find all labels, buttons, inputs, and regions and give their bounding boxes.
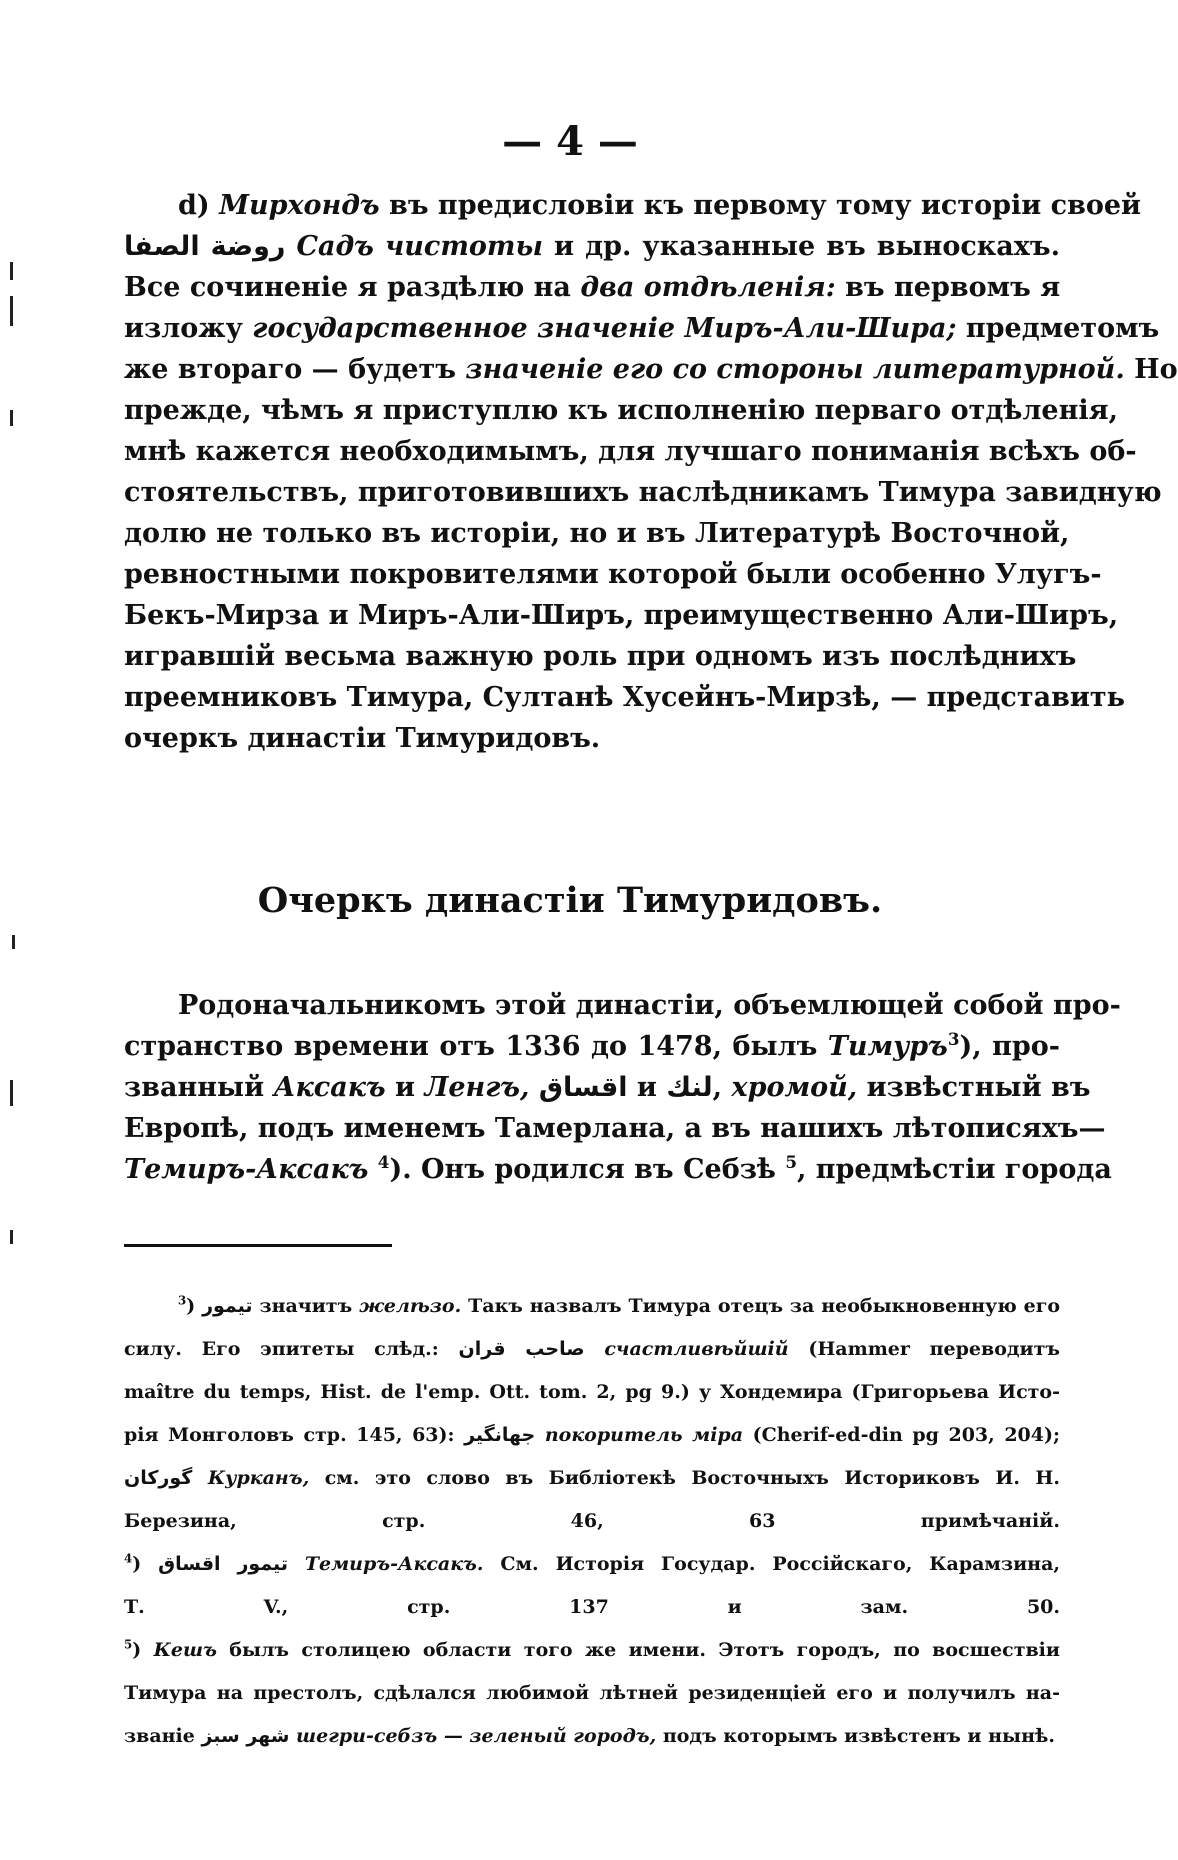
footnotes-line: [124, 1677, 1060, 1709]
paragraph2-line: [124, 1150, 1112, 1190]
text-run: и др. указанные въ выноскахъ.: [542, 231, 1060, 262]
text-run: Европѣ, подъ именемъ Тамерлана, а въ нашихъ лѣтописяхъ—: [124, 1113, 1106, 1144]
footnotes-line: [124, 1419, 1060, 1451]
text-run: силу. Его эпитеты слѣд.:: [124, 1338, 459, 1360]
text-run: и: [385, 1072, 425, 1103]
text-run: званіе: [124, 1725, 202, 1747]
text-run: ), про-: [959, 1031, 1060, 1062]
text-run: Но: [1124, 354, 1178, 385]
text-run: покоритель міра: [544, 1424, 744, 1446]
text-run: Ленгъ,: [424, 1072, 530, 1103]
paragraph2-line: [178, 986, 1121, 1026]
text-run: счастливѣйшій: [604, 1338, 789, 1360]
footnotes-line: [124, 1634, 1060, 1666]
footnotes-line: [178, 1290, 1060, 1322]
text-run: игравшій весьма важную роль при одномъ изъ послѣднихъ: [124, 641, 1077, 672]
footnotes-line: [124, 1505, 1060, 1537]
footnotes-line: [124, 1548, 1060, 1580]
paragraph1-line: [124, 391, 1118, 431]
paragraph1-line: [124, 268, 1060, 308]
paragraph1-line: [178, 186, 1142, 226]
paragraph1-line: [124, 473, 1162, 513]
text-run: Садъ чистоты: [296, 231, 543, 262]
text-run: предметомъ: [956, 313, 1160, 344]
text-run: Тимура на престолъ, сдѣлался любимой лѣтней резиденціей его и получилъ на-: [124, 1682, 1060, 1704]
text-run: хромой,: [731, 1072, 858, 1103]
text-run: странство времени отъ 1336 до 1478, былъ: [124, 1031, 828, 1062]
margin-mark: [10, 410, 13, 426]
arabic-script: تيمور: [202, 1295, 253, 1317]
text-run: ): [186, 1295, 203, 1317]
paragraph1-line: [124, 596, 1119, 636]
paragraph1-line: [124, 514, 1070, 554]
text-run: Все сочиненіе я раздѣлю на: [124, 272, 581, 303]
text-run: ревностными покровителями которой были особенно Улугъ-: [124, 559, 1102, 590]
footnotes-line: [124, 1591, 1060, 1623]
arabic-script: گوركان: [124, 1467, 193, 1489]
margin-mark: [10, 296, 13, 326]
margin-mark: [10, 262, 13, 280]
text-run: Курканъ,: [207, 1467, 310, 1489]
text-run: въ первомъ я: [835, 272, 1061, 303]
text-run: значитъ: [252, 1295, 360, 1317]
paragraph1-line: [124, 555, 1102, 595]
text-run: см. это слово въ Библіотекѣ Восточныхъ Историковъ И. Н.: [309, 1467, 1060, 1489]
text-run: прежде, чѣмъ я приступлю къ исполненію перваго отдѣленія,: [124, 395, 1118, 426]
text-run: [368, 1154, 377, 1185]
paragraph1-line: [124, 678, 1125, 718]
text-run: государственное значеніе Миръ-Али-Шира;: [252, 313, 957, 344]
margin-mark: [10, 1080, 13, 1106]
text-run: Мирхондъ: [219, 190, 380, 221]
arabic-script: لنك: [666, 1072, 713, 1103]
text-run: подъ которымъ извѣстенъ и нынѣ.: [656, 1725, 1055, 1747]
paragraph1-line: [124, 719, 1060, 759]
arabic-script: شهر سبز: [201, 1725, 290, 1747]
footnote-ref: 3: [947, 1029, 960, 1049]
section-heading: Очеркъ династіи Тимуридовъ.: [257, 880, 883, 921]
paragraph1-line: [124, 227, 1060, 267]
paragraph1-line: [124, 309, 1160, 349]
text-run: долю не только въ исторіи, но и въ Литературѣ Восточной,: [124, 518, 1070, 549]
arabic-script: تيمور اقساق: [158, 1553, 288, 1575]
text-run: Тимуръ: [827, 1031, 948, 1062]
paragraph1-line: [124, 432, 1137, 472]
text-run: , предмѣстіи города: [796, 1154, 1112, 1185]
text-run: Темиръ-Аксакъ.: [304, 1553, 484, 1575]
margin-mark: [10, 1230, 13, 1244]
arabic-script: اقساق: [538, 1072, 628, 1103]
text-run: ,: [712, 1072, 732, 1103]
text-run: шегри-себзъ — зеленый городъ,: [296, 1725, 657, 1747]
text-run: Аксакъ: [273, 1072, 386, 1103]
text-run: (Hammer переводитъ: [788, 1338, 1060, 1360]
text-run: и: [627, 1072, 667, 1103]
text-run: [285, 231, 296, 262]
paragraph2-line: [124, 1027, 1060, 1067]
footnote-ref: 4: [377, 1152, 390, 1172]
text-run: Березина, стр. 46, 63 примѣчаній.: [124, 1510, 1060, 1532]
text-run: же втораго — будетъ: [124, 354, 466, 385]
paragraph2-line: [124, 1109, 1106, 1149]
text-run: два отдѣленія:: [580, 272, 836, 303]
footnote-ref: 5: [124, 1637, 133, 1652]
text-run: ). Онъ родился въ Себзѣ: [389, 1154, 786, 1185]
margin-mark: [12, 935, 15, 949]
arabic-script: جهانگير: [464, 1424, 536, 1446]
text-run: См. Исторія Государ. Россійскаго, Карамзина,: [483, 1553, 1060, 1575]
text-run: очеркъ династіи Тимуридовъ.: [124, 723, 601, 754]
paragraph1-line: [124, 350, 1178, 390]
text-run: мнѣ кажется необходимымъ, для лучшаго пониманія всѣхъ об-: [124, 436, 1137, 467]
text-run: Родоначальникомъ этой династіи, объемлющей собой про-: [178, 990, 1121, 1021]
paragraph2-line: [124, 1068, 1091, 1108]
footnotes-line: [124, 1376, 1060, 1408]
text-run: (Cherif-ed-din pg 203, 204);: [743, 1424, 1061, 1446]
text-run: рія Монголовъ стр. 145, 63):: [124, 1424, 465, 1446]
footnote-ref: 5: [785, 1152, 797, 1172]
text-run: [192, 1467, 208, 1489]
footnotes-line: [124, 1720, 1060, 1752]
footnotes-line: [124, 1462, 1060, 1494]
text-run: [200, 231, 211, 262]
text-run: извѣстный въ: [857, 1072, 1091, 1103]
text-run: въ предисловіи къ первому тому исторіи своей: [379, 190, 1142, 221]
text-run: званный: [124, 1072, 274, 1103]
text-run: ): [132, 1553, 159, 1575]
footnote-ref: 4: [124, 1551, 133, 1566]
arabic-script: الصفا: [124, 231, 200, 262]
text-run: d): [178, 190, 220, 221]
text-run: Темиръ-Аксакъ: [124, 1154, 369, 1185]
arabic-script: صاحب قران: [458, 1338, 585, 1360]
text-run: Т. V., стр. 137 и зам. 50.: [124, 1596, 1060, 1618]
arabic-script: روضة: [210, 231, 286, 262]
footnote-separator: [124, 1244, 392, 1247]
text-run: [585, 1338, 605, 1360]
footnote-ref: 3: [178, 1293, 187, 1308]
text-run: Такъ назвалъ Тимура отецъ за необыкновенную его: [461, 1295, 1061, 1317]
text-run: Бекъ-Мирза и Миръ-Али-Ширъ, преимущественно Али-Ширъ,: [124, 600, 1119, 631]
text-run: стоятельствъ, приготовившихъ наслѣдникамъ Тимура завидную: [124, 477, 1162, 508]
text-run: maître du temps, Hist. de l'emp. Ott. tom. 2, pg 9.) у Хондемира (Григорьева Исто-: [124, 1381, 1060, 1403]
text-run: Кешъ: [153, 1639, 217, 1661]
paragraph1-line: [124, 637, 1077, 677]
footnotes-line: [124, 1333, 1060, 1365]
page-number: — 4 —: [502, 118, 638, 165]
text-run: [288, 1553, 305, 1575]
text-run: значеніе его со стороны литературной.: [465, 354, 1125, 385]
text-run: [535, 1424, 545, 1446]
text-run: преемниковъ Тимура, Султанѣ Хусейнъ-Мирзѣ, — представить: [124, 682, 1125, 713]
text-run: [529, 1072, 538, 1103]
text-run: изложу: [124, 313, 253, 344]
text-run: былъ столицею области того же имени. Этотъ городъ, по восшествіи: [216, 1639, 1060, 1661]
text-run: ): [132, 1639, 154, 1661]
text-run: желѣзо.: [359, 1295, 462, 1317]
